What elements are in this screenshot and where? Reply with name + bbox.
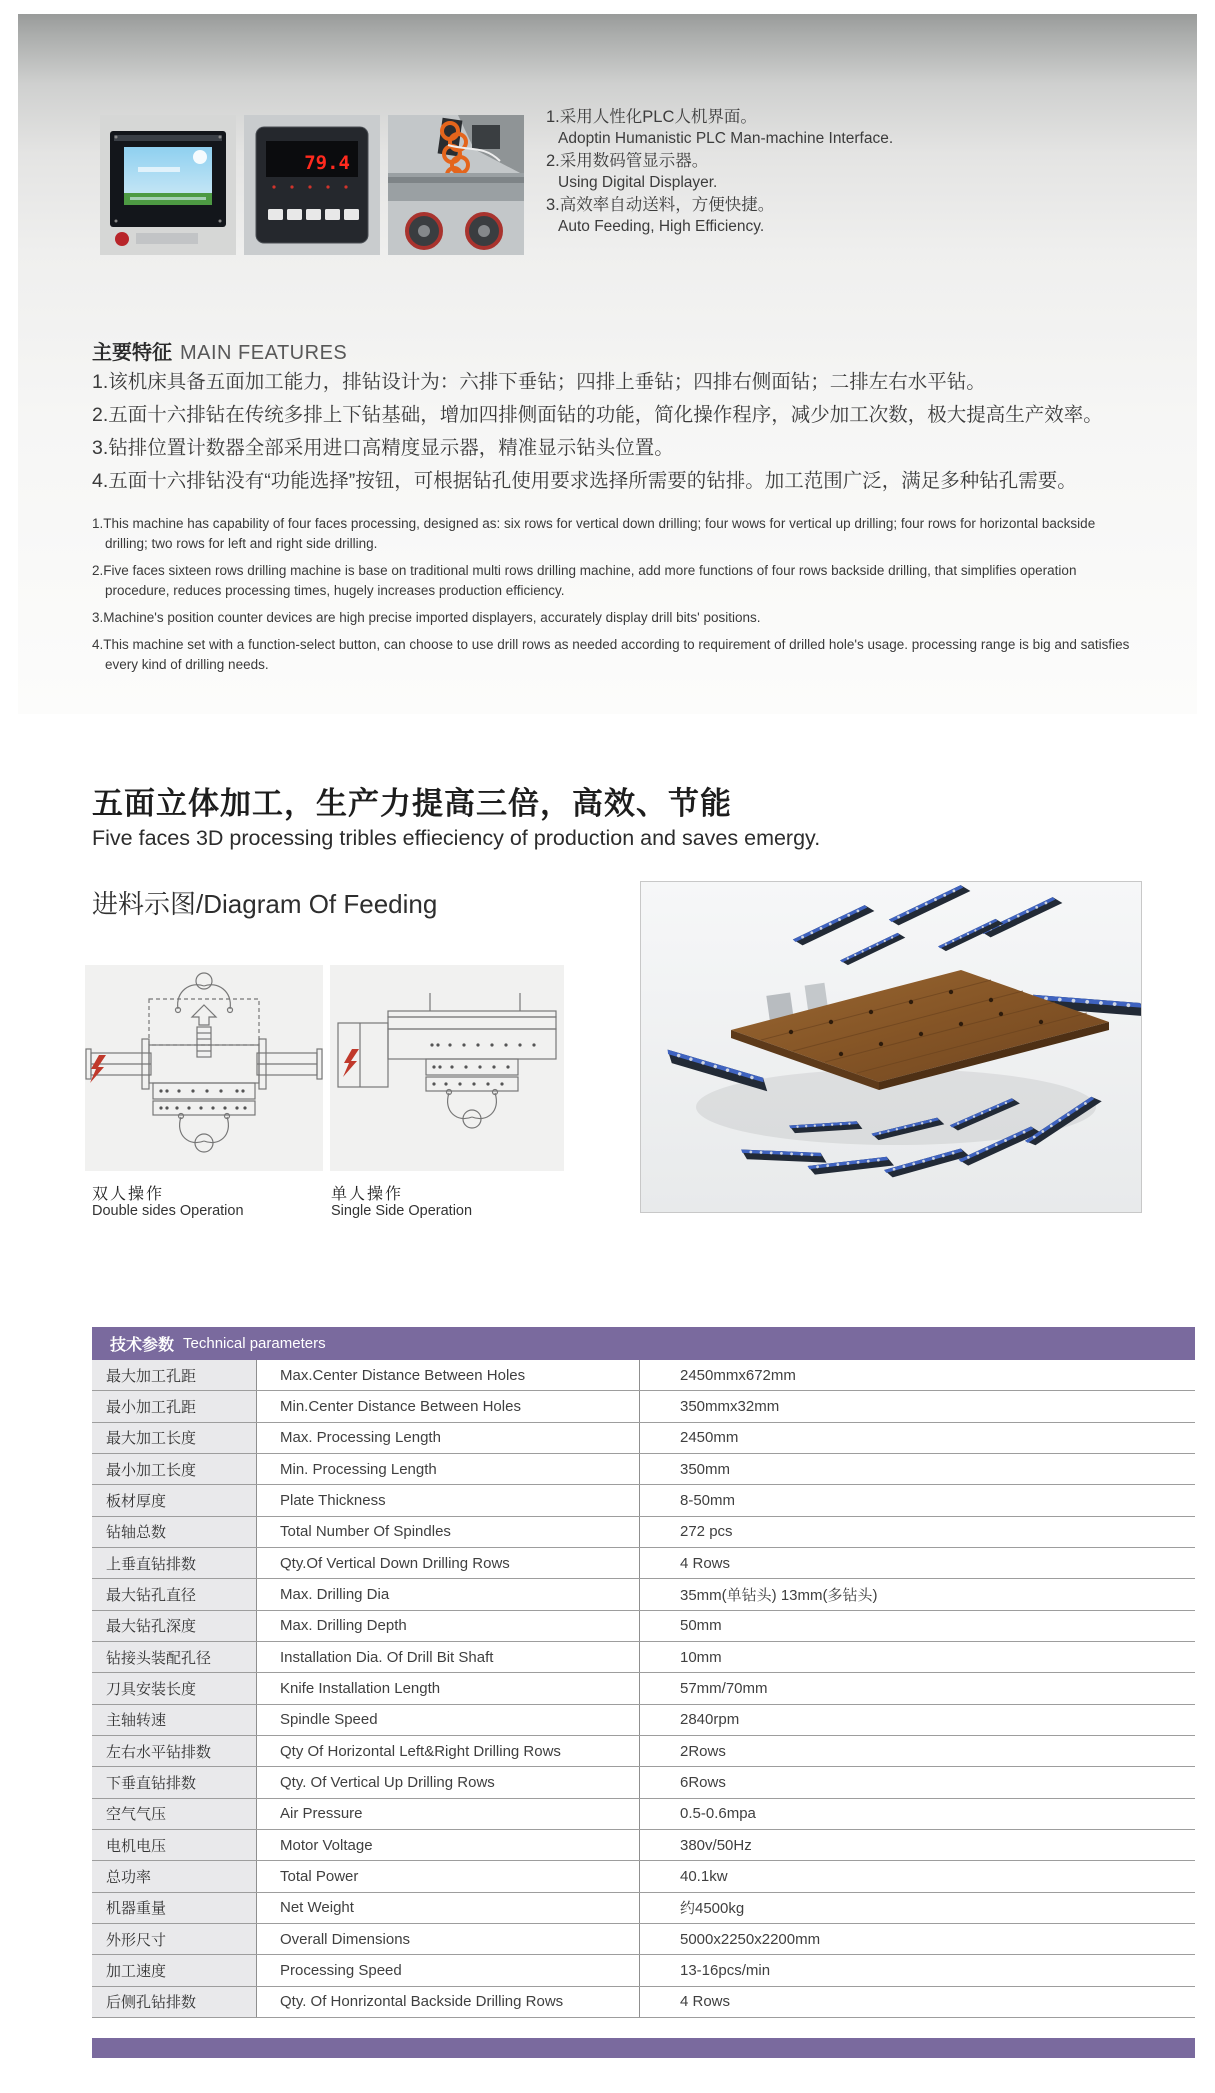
- spec-value: 13-16pcs/min: [680, 1961, 771, 1979]
- table-title-en: Technical parameters: [183, 1335, 326, 1352]
- spec-label-en: Knife Installation Length: [257, 1673, 640, 1703]
- spec-value: 4 Rows: [680, 1993, 731, 2011]
- spec-value: 6Rows: [680, 1773, 726, 1791]
- spec-value: 0.5-0.6mpa: [680, 1805, 756, 1823]
- spec-label-zh: 左右水平钻排数: [92, 1736, 257, 1766]
- feeding-diagram-double-sides: [85, 965, 323, 1171]
- spec-label-en: Qty. Of Honrizontal Backside Drilling Rows: [257, 1987, 640, 2017]
- spec-label-en: Max. Drilling Dia: [257, 1579, 640, 1609]
- table-row: [92, 1955, 1195, 1986]
- table-row: [92, 1736, 1195, 1767]
- table-row: [92, 1987, 1195, 2018]
- intro-bullet-item: [546, 150, 1106, 194]
- spec-label-zh: 空气气压: [92, 1799, 257, 1829]
- photo-hmi-screen: [100, 115, 236, 255]
- spec-label-en: Max.Center Distance Between Holes: [257, 1360, 640, 1390]
- spec-label-zh: 主轴转速: [92, 1705, 257, 1735]
- spec-table-header: [92, 1327, 1195, 1360]
- caption-single-zh: 单人操作: [331, 1186, 404, 1203]
- machine-3d-exploded-image: [640, 881, 1142, 1213]
- spec-table-body: [92, 1360, 1195, 2018]
- feature-item-zh: 4.五面十六排钻没有“功能选择”按钮，可根据钻孔使用要求选择所需要的钻排。加工范围广泛，满足多种钻孔需要。: [92, 470, 1077, 492]
- spec-label-en: Qty. Of Vertical Up Drilling Rows: [257, 1767, 640, 1797]
- feature-item-zh: 3.钻排位置计数器全部采用进口高精度显示器，精准显示钻头位置。: [92, 437, 674, 459]
- spec-label-zh: 最小加工长度: [92, 1454, 257, 1484]
- hmi-screen-image: [100, 115, 236, 255]
- spec-label-zh: 钻轴总数: [92, 1517, 257, 1547]
- photo-auto-feeder: [388, 115, 524, 255]
- table-row: [92, 1830, 1195, 1861]
- spec-label-zh: 最小加工孔距: [92, 1391, 257, 1421]
- spec-label-en: Net Weight: [257, 1893, 640, 1923]
- spec-value: 8-50mm: [680, 1491, 736, 1509]
- table-row: [92, 1799, 1195, 1830]
- spec-label-en: Qty Of Horizontal Left&Right Drilling Rows: [257, 1736, 640, 1766]
- display-readout: 79.4: [304, 152, 350, 174]
- spec-value: 2Rows: [680, 1742, 726, 1760]
- spec-value: 4 Rows: [680, 1554, 731, 1572]
- features-title-en: MAIN FEATURES: [180, 342, 348, 364]
- table-row: [92, 1579, 1195, 1610]
- table-row: [92, 1611, 1195, 1642]
- auto-feeder-image: [388, 115, 524, 255]
- bullet-text-zh: 3.高效率自动送料，方便快捷。: [546, 196, 775, 214]
- feature-item-zh: 1.该机床具备五面加工能力，排钻设计为：六排下垂钻；四排上垂钻；四排右侧面钻；二排左右水平钻。: [92, 371, 986, 393]
- photo-digital-displayer: [244, 115, 380, 255]
- feature-item-zh: 2.五面十六排钻在传统多排上下钻基础，增加四排侧面钻的功能，简化操作程序，减少加工次数，极大提高生产效率。: [92, 404, 1103, 426]
- spec-value: 2450mm: [680, 1429, 739, 1447]
- table-row: [92, 1423, 1195, 1454]
- spec-label-en: Overall Dimensions: [257, 1924, 640, 1954]
- table-row: [92, 1548, 1195, 1579]
- table-title-zh: 技术参数: [110, 1337, 175, 1354]
- spec-value: 350mm: [680, 1460, 731, 1478]
- spec-label-zh: 加工速度: [92, 1955, 257, 1985]
- intro-bullet-item: [546, 106, 1106, 150]
- spec-label-zh: 下垂直钻排数: [92, 1767, 257, 1797]
- spec-value: 40.1kw: [680, 1867, 728, 1885]
- spec-label-zh: 最大加工长度: [92, 1423, 257, 1453]
- spec-value: 350mmx32mm: [680, 1397, 780, 1415]
- bullet-text-en: Adoptin Humanistic PLC Man-machine Interface.: [558, 130, 894, 147]
- spec-label-zh: 最大钻孔直径: [92, 1579, 257, 1609]
- table-row: [92, 1893, 1195, 1924]
- table-row: [92, 1391, 1195, 1422]
- spec-value: 50mm: [680, 1617, 722, 1635]
- keypad-buttons: [268, 209, 359, 220]
- spec-label-zh: 最大钻孔深度: [92, 1611, 257, 1641]
- table-row: [92, 1517, 1195, 1548]
- caption-single-en: Single Side Operation: [331, 1203, 473, 1219]
- spec-label-en: Min.Center Distance Between Holes: [257, 1391, 640, 1421]
- spec-label-en: Max. Drilling Depth: [257, 1611, 640, 1641]
- spec-value: 35mm(单钻头) 13mm(多钻头): [680, 1586, 878, 1604]
- spec-value: 2840rpm: [680, 1711, 740, 1729]
- spec-value: 380v/50Hz: [680, 1836, 752, 1854]
- spec-label-zh: 板材厚度: [92, 1485, 257, 1515]
- spec-label-zh: 总功率: [92, 1861, 257, 1891]
- spec-value: 272 pcs: [680, 1523, 733, 1541]
- table-row: [92, 1642, 1195, 1673]
- spec-label-en: Air Pressure: [257, 1799, 640, 1829]
- table-row: [92, 1673, 1195, 1704]
- spec-label-en: Total Power: [257, 1861, 640, 1891]
- feature-item-en: 1.This machine has capability of four faces processing, designed as: six rows for vertical down drilling; four wows for vertical up drilling; four rows for horizontal backside drilling; two rows for left and right side drilling.: [92, 516, 1096, 551]
- spec-label-zh: 机器重量: [92, 1893, 257, 1923]
- table-row: [92, 1924, 1195, 1955]
- intro-bullet-item: [546, 194, 1106, 238]
- headline-en: Five faces 3D processing tribles effieciency of production and saves emergy.: [92, 826, 821, 850]
- headline-zh: 五面立体加工，生产力提高三倍，高效、节能: [92, 786, 732, 821]
- bullet-text-en: Using Digital Displayer.: [558, 174, 718, 191]
- caption-double-zh: 双人操作: [92, 1186, 165, 1203]
- feature-list-en: [92, 514, 1140, 682]
- spec-value: 2450mmx672mm: [680, 1366, 796, 1384]
- spec-label-en: Spindle Speed: [257, 1705, 640, 1735]
- feature-item-en: 2.Five faces sixteen rows drilling machine is base on traditional multi rows drilling machine, add more functions of four rows backside drilling, that simplifies operation procedure, reduces processing times, hugely increases production efficiency.: [92, 563, 1077, 598]
- digital-displayer-image: [244, 115, 380, 255]
- spec-value: 10mm: [680, 1648, 722, 1666]
- spec-label-en: Total Number Of Spindles: [257, 1517, 640, 1547]
- bullet-text-en: Auto Feeding, High Efficiency.: [558, 218, 765, 235]
- spec-label-en: Installation Dia. Of Drill Bit Shaft: [257, 1642, 640, 1672]
- table-row: [92, 1485, 1195, 1516]
- bullet-text-zh: 1.采用人性化PLC人机界面。: [546, 108, 757, 126]
- features-title: [92, 336, 347, 365]
- spec-label-zh: 后侧孔钻排数: [92, 1987, 257, 2017]
- spec-value: 约4500kg: [680, 1900, 745, 1918]
- spec-label-zh: 刀具安装长度: [92, 1673, 257, 1703]
- spec-label-en: Min. Processing Length: [257, 1454, 640, 1484]
- spec-label-en: Qty.Of Vertical Down Drilling Rows: [257, 1548, 640, 1578]
- feeding-diagram-single-side: [330, 965, 564, 1171]
- power-lightning-icon: [90, 1055, 106, 1083]
- spec-label-zh: 钻接头装配孔径: [92, 1642, 257, 1672]
- features-title-zh: 主要特征: [92, 342, 172, 364]
- feature-item-en: 4.This machine set with a function-select button, can choose to use drill rows as needed according to requirement of drilled hole's usage. processing range is big and satisfies every kind of drilling needs.: [92, 637, 1130, 672]
- caption-double-en: Double sides Operation: [92, 1203, 244, 1219]
- table-row: [92, 1861, 1195, 1892]
- power-lightning-icon: [343, 1049, 359, 1077]
- footer-accent-bar: [92, 2038, 1195, 2058]
- spec-table: [92, 1327, 1195, 2018]
- table-row: [92, 1360, 1195, 1391]
- feeding-section-title: 进料示图/Diagram Of Feeding: [92, 889, 438, 919]
- spec-label-zh: 电机电压: [92, 1830, 257, 1860]
- spec-label-en: Plate Thickness: [257, 1485, 640, 1515]
- spec-value: 57mm/70mm: [680, 1679, 768, 1697]
- spec-label-zh: 上垂直钻排数: [92, 1548, 257, 1578]
- table-row: [92, 1767, 1195, 1798]
- table-row: [92, 1705, 1195, 1736]
- bullet-text-zh: 2.采用数码管显示器。: [546, 152, 709, 170]
- spec-value: 5000x2250x2200mm: [680, 1930, 821, 1948]
- spec-label-en: Max. Processing Length: [257, 1423, 640, 1453]
- spec-label-zh: 最大加工孔距: [92, 1360, 257, 1390]
- feature-list-zh: [92, 366, 1152, 498]
- intro-bullet-list: [546, 106, 1106, 238]
- feature-item-en: 3.Machine's position counter devices are high precise imported displayers, accurately display drill bits' positions.: [92, 610, 761, 625]
- emergency-stop-button-icon: [115, 232, 129, 246]
- table-row: [92, 1454, 1195, 1485]
- spec-label-zh: 外形尺寸: [92, 1924, 257, 1954]
- spec-label-en: Processing Speed: [257, 1955, 640, 1985]
- spec-label-en: Motor Voltage: [257, 1830, 640, 1860]
